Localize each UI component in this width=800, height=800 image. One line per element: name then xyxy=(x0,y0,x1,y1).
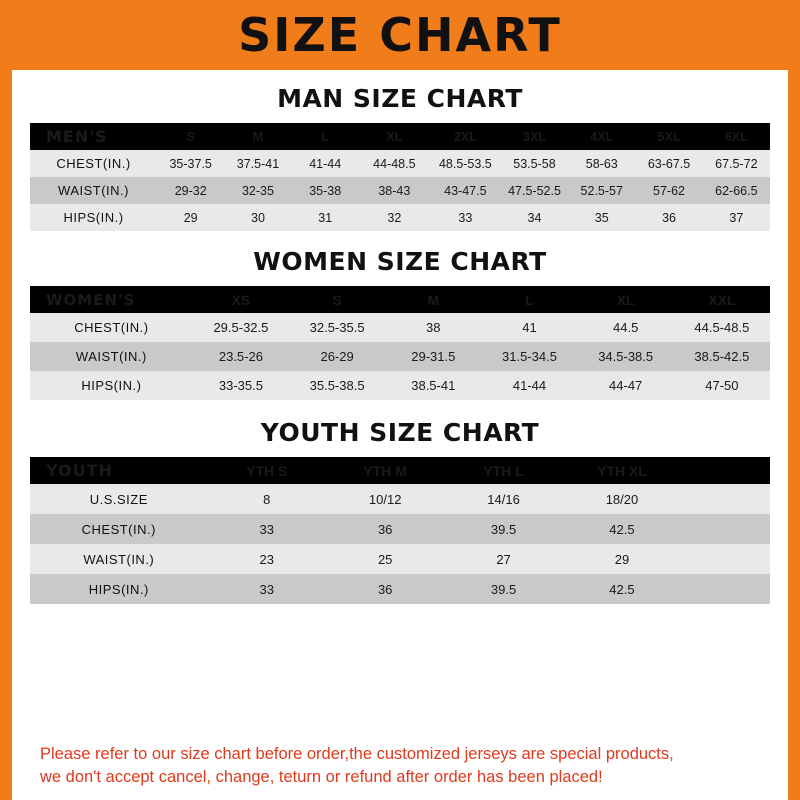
cell: 29-32 xyxy=(174,183,207,198)
row-label: WAIST(IN.) xyxy=(75,349,147,364)
column-header: 6XL xyxy=(724,129,748,144)
men-size-table xyxy=(30,123,770,231)
women-section-title: WOMEN SIZE CHART xyxy=(253,247,547,276)
cell: 35-38 xyxy=(309,183,342,198)
cell: 44.5-48.5 xyxy=(694,320,750,335)
cell: 36 xyxy=(377,581,393,597)
cell: 44-48.5 xyxy=(373,156,416,171)
column-header: 3XL xyxy=(523,129,546,144)
cell: 47.5-52.5 xyxy=(508,183,561,198)
column-header: M xyxy=(427,291,440,308)
cell: 14/16 xyxy=(487,491,520,507)
cell: 63-67.5 xyxy=(647,156,691,171)
table-row xyxy=(30,371,770,400)
row-label: WAIST(IN.) xyxy=(83,551,155,567)
cell: 10/12 xyxy=(368,491,402,507)
cell: 37.5-41 xyxy=(236,156,280,171)
column-header: M xyxy=(252,129,264,144)
column-header: S xyxy=(186,129,195,144)
cell: 29 xyxy=(614,551,630,567)
cell: 26-29 xyxy=(320,349,354,364)
cell: 31.5-34.5 xyxy=(502,349,557,364)
cell: 47-50 xyxy=(705,378,739,393)
cell: 41 xyxy=(522,320,537,335)
cell: 30 xyxy=(251,210,265,225)
cell: 38 xyxy=(426,320,441,335)
cell: 38.5-42.5 xyxy=(694,349,750,364)
cell: 32 xyxy=(387,210,402,225)
cell: 33-35.5 xyxy=(218,378,263,393)
column-header: YTH XL xyxy=(597,462,647,479)
row-label: HIPS(IN.) xyxy=(88,581,149,597)
footer-note xyxy=(30,729,770,800)
row-label: HIPS(IN.) xyxy=(81,378,142,393)
row-label: CHEST(IN.) xyxy=(56,156,131,171)
table-header-row xyxy=(30,457,770,484)
row-label: HIPS(IN.) xyxy=(63,210,124,225)
cell: 43-47.5 xyxy=(444,183,487,198)
row-label: WAIST(IN.) xyxy=(58,183,129,198)
cell: 44-47 xyxy=(609,378,643,393)
table-header-row xyxy=(30,286,770,313)
cell: 41-44 xyxy=(512,378,547,393)
column-header: YOUTH xyxy=(46,461,113,480)
column-header: MEN'S xyxy=(46,127,108,146)
column-header: XS xyxy=(231,291,251,308)
cell: 37 xyxy=(729,210,744,225)
column-header: XL xyxy=(386,129,403,144)
women-size-table xyxy=(30,286,770,400)
cell: 29 xyxy=(183,210,198,225)
table-row xyxy=(30,313,770,342)
cell: 27 xyxy=(496,551,511,567)
page-title: SIZE CHART xyxy=(238,8,562,62)
table-header-row xyxy=(30,123,770,150)
table-row xyxy=(30,177,770,204)
column-header: L xyxy=(321,129,330,144)
cell: 33 xyxy=(259,521,275,537)
table-row xyxy=(30,544,770,574)
column-header: XXL xyxy=(708,291,736,308)
row-label: CHEST(IN.) xyxy=(74,320,149,335)
column-header: 2XL xyxy=(453,129,477,144)
cell: 35 xyxy=(594,210,609,225)
column-header: S xyxy=(332,291,342,308)
cell: 48.5-53.5 xyxy=(438,156,492,171)
cell-spacer xyxy=(681,514,770,544)
cell: 53.5-58 xyxy=(513,156,556,171)
column-header: 5XL xyxy=(657,129,681,144)
footer-note-line-2: we don't accept cancel, change, teturn or refund after order has been placed! xyxy=(40,767,603,786)
table-row xyxy=(30,342,770,371)
cell-spacer xyxy=(681,544,770,574)
cell: 41-44 xyxy=(309,156,342,171)
cell: 36 xyxy=(662,210,676,225)
row-label: CHEST(IN.) xyxy=(81,521,156,537)
cell: 67.5-72 xyxy=(715,156,758,171)
cell: 32-35 xyxy=(241,183,274,198)
cell: 42.5 xyxy=(609,581,635,597)
cell: 34 xyxy=(527,210,542,225)
content xyxy=(12,70,788,800)
table-row xyxy=(30,150,770,177)
cell: 33 xyxy=(259,581,275,597)
cell: 39.5 xyxy=(490,521,517,537)
cell: 25 xyxy=(377,551,393,567)
table-row xyxy=(30,204,770,231)
cell: 36 xyxy=(377,521,393,537)
cell: 39.5 xyxy=(490,581,517,597)
column-header: 4XL xyxy=(590,129,614,144)
column-header: WOMEN'S xyxy=(46,290,136,309)
cell: 32.5-35.5 xyxy=(309,320,365,335)
column-header: XL xyxy=(616,291,635,308)
cell: 8 xyxy=(263,491,271,507)
cell: 33 xyxy=(458,210,473,225)
cell: 52.5-57 xyxy=(580,183,623,198)
cell-spacer xyxy=(681,574,770,604)
footer-note-line-1: Please refer to our size chart before order,the customized jerseys are special products, xyxy=(40,745,674,764)
cell: 38.5-41 xyxy=(411,378,456,393)
cell: 18/20 xyxy=(605,491,639,507)
table-row xyxy=(30,574,770,604)
men-section-title: MAN SIZE CHART xyxy=(277,84,523,113)
cell: 29.5-32.5 xyxy=(213,320,269,335)
youth-size-table xyxy=(30,457,770,604)
cell: 42.5 xyxy=(609,521,635,537)
cell: 38-43 xyxy=(378,183,411,198)
column-header: YTH S xyxy=(246,462,288,479)
column-header-spacer xyxy=(681,457,770,484)
cell: 58-63 xyxy=(585,156,618,171)
cell: 23 xyxy=(259,551,275,567)
cell: 35.5-38.5 xyxy=(309,378,365,393)
column-header: L xyxy=(525,291,534,308)
cell: 44.5 xyxy=(613,320,639,335)
cell: 23.5-26 xyxy=(218,349,263,364)
cell: 57-62 xyxy=(653,183,686,198)
column-header: YTH M xyxy=(363,462,407,479)
cell-spacer xyxy=(681,484,770,514)
table-row xyxy=(30,514,770,544)
cell: 35-37.5 xyxy=(169,156,212,171)
table-row xyxy=(30,484,770,514)
cell: 62-66.5 xyxy=(715,183,758,198)
column-header: YTH L xyxy=(483,462,524,479)
banner xyxy=(0,0,800,70)
cell: 31 xyxy=(318,210,333,225)
cell: 29-31.5 xyxy=(411,349,456,364)
cell: 34.5-38.5 xyxy=(598,349,654,364)
youth-section-title: YOUTH SIZE CHART xyxy=(260,418,540,447)
row-label: U.S.SIZE xyxy=(89,491,148,507)
